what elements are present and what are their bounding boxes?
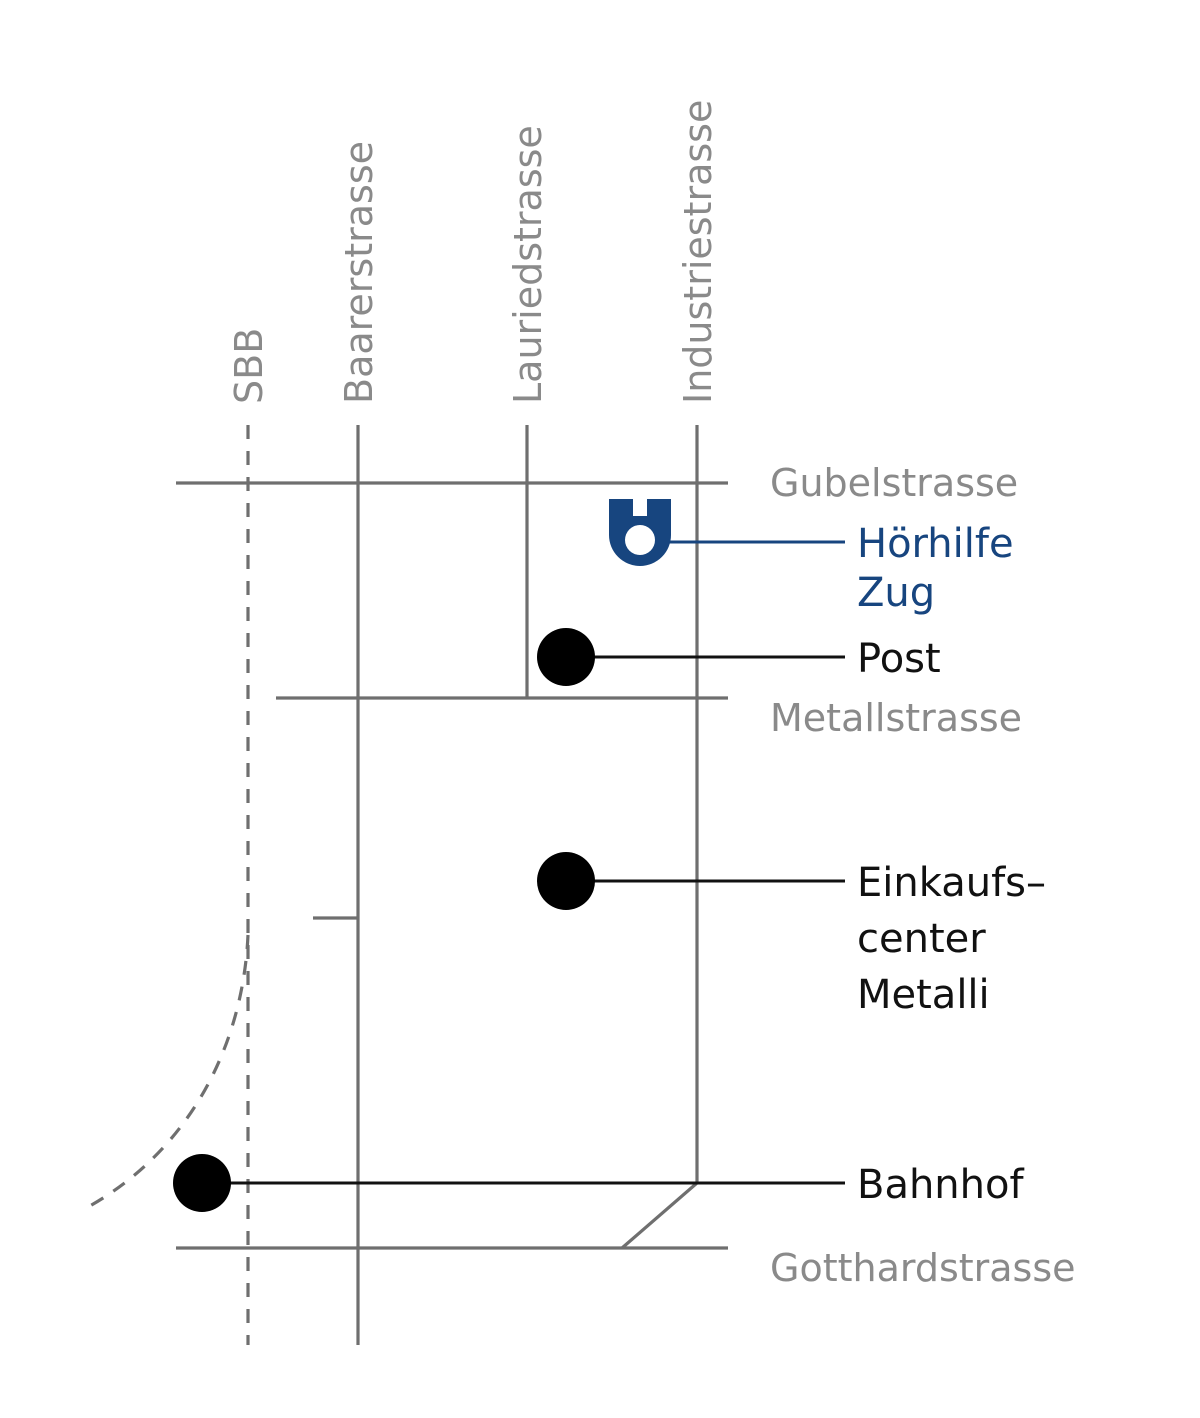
poi-label-hoerhilfe-zug-line2: Zug <box>857 570 936 616</box>
street-label-lauriedstrasse: Lauriedstrasse <box>506 125 550 404</box>
poi-label-bahnhof: Bahnhof <box>857 1162 1024 1208</box>
poi-dot-einkaufscenter-metalli <box>537 852 595 910</box>
poi-einkaufscenter-metalli[interactable] <box>537 852 1046 1018</box>
street-label-sbb: SBB <box>227 327 271 404</box>
poi-label-einkaufscenter-line3: Metalli <box>857 972 990 1018</box>
poi-label-post: Post <box>857 636 941 682</box>
poi-bahnhof[interactable] <box>173 1154 1024 1212</box>
poi-post[interactable] <box>537 628 941 686</box>
poi-dot-bahnhof <box>173 1154 231 1212</box>
vertical-street-labels <box>227 100 720 404</box>
poi-label-einkaufscenter-line1: Einkaufs– <box>857 860 1046 906</box>
poi-dot-post <box>537 628 595 686</box>
poi-label-einkaufscenter-line2: center <box>857 916 986 962</box>
poi-hoerhilfe-zug[interactable] <box>609 499 1014 616</box>
street-label-gubelstrasse: Gubelstrasse <box>770 461 1019 505</box>
street-label-baarerstrasse: Baarerstrasse <box>337 140 381 404</box>
street-label-metallstrasse: Metallstrasse <box>770 696 1023 740</box>
hearing-aid-marker-icon <box>609 499 671 566</box>
poi-label-hoerhilfe-zug-line1: Hörhilfe <box>857 521 1014 567</box>
street-label-industriestrasse: Industriestrasse <box>676 99 720 404</box>
street-label-gotthardstrasse: Gotthardstrasse <box>770 1246 1076 1290</box>
